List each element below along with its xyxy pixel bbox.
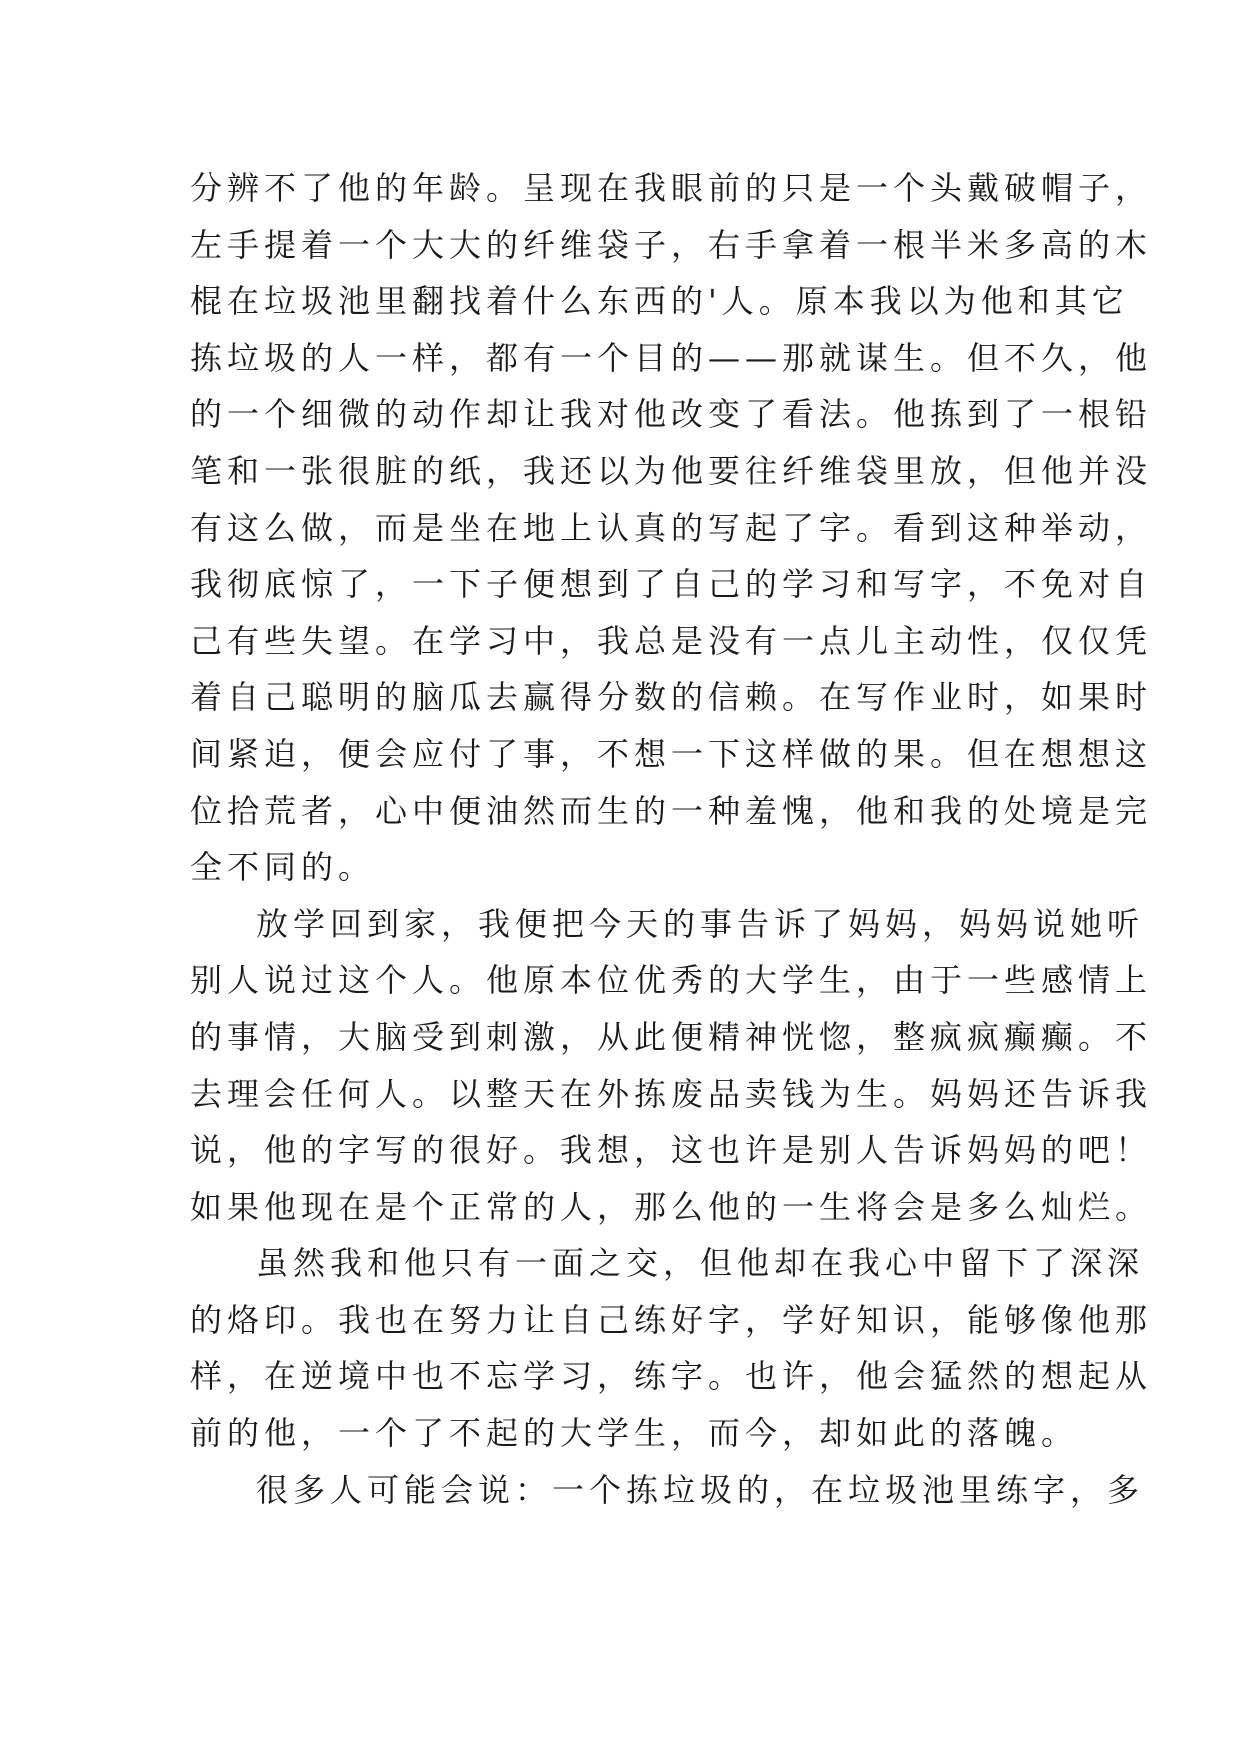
text-line: 很多人可能会说：一个拣垃圾的，在垃圾池里练字，多 bbox=[256, 1470, 1145, 1509]
paragraph bbox=[190, 896, 1153, 1236]
text-line: 间紧迫，便会应付了事，不想一下这样做的果。但在想想这 bbox=[190, 734, 1153, 773]
paragraph bbox=[190, 160, 1153, 896]
text-line: 放学回到家，我便把今天的事告诉了妈妈，妈妈说她听 bbox=[256, 904, 1145, 943]
paragraph bbox=[190, 1235, 1153, 1461]
text-line: 笔和一张很脏的纸，我还以为他要往纤维袋里放，但他并没 bbox=[190, 451, 1153, 490]
body-text bbox=[190, 160, 1153, 1518]
text-line: 棍在垃圾池里翻找着什么东西的'人。原本我以为他和其它 bbox=[190, 282, 1129, 321]
text-line: 虽然我和他只有一面之交，但他却在我心中留下了深深 bbox=[256, 1244, 1145, 1283]
text-line: 着自己聪明的脑瓜去赢得分数的信赖。在写作业时，如果时 bbox=[190, 678, 1153, 717]
text-line: 的烙印。我也在努力让自己练好字，学好知识，能够像他那 bbox=[190, 1300, 1153, 1339]
text-line: 别人说过这个人。他原本位优秀的大学生，由于一些感情上 bbox=[190, 961, 1153, 1000]
text-line: 说，他的字写的很好。我想，这也许是别人告诉妈妈的吧！ bbox=[190, 1131, 1153, 1170]
text-line: 有这么做，而是坐在地上认真的写起了字。看到这种举动， bbox=[190, 508, 1153, 547]
text-line: 样，在逆境中也不忘学习，练字。也许，他会猛然的想起从 bbox=[190, 1357, 1153, 1396]
text-line: 拣垃圾的人一样，都有一个目的——那就谋生。但不久，他 bbox=[190, 338, 1153, 377]
text-line: 如果他现在是个正常的人，那么他的一生将会是多么灿烂。 bbox=[190, 1187, 1153, 1226]
text-line: 我彻底惊了，一下子便想到了自己的学习和写字，不免对自 bbox=[190, 565, 1153, 604]
text-line: 位拾荒者，心中便油然而生的一种羞愧，他和我的处境是完 bbox=[190, 791, 1153, 830]
paragraph bbox=[190, 1462, 1145, 1519]
text-line: 全不同的。 bbox=[190, 848, 376, 887]
text-line: 的事情，大脑受到刺激，从此便精神恍惚，整疯疯癫癫。不 bbox=[190, 1017, 1153, 1056]
text-line: 己有些失望。在学习中，我总是没有一点儿主动性，仅仅凭 bbox=[190, 621, 1153, 660]
text-line: 去理会任何人。以整天在外拣废品卖钱为生。妈妈还告诉我 bbox=[190, 1074, 1153, 1113]
text-line: 的一个细微的动作却让我对他改变了看法。他拣到了一根铅 bbox=[190, 395, 1153, 434]
text-line: 分辨不了他的年龄。呈现在我眼前的只是一个头戴破帽子， bbox=[190, 169, 1153, 207]
text-line: 前的他，一个了不起的大学生，而今，却如此的落魄。 bbox=[190, 1414, 1079, 1453]
text-line: 左手提着一个大大的纤维袋子，右手拿着一根半米多高的木 bbox=[190, 225, 1153, 264]
